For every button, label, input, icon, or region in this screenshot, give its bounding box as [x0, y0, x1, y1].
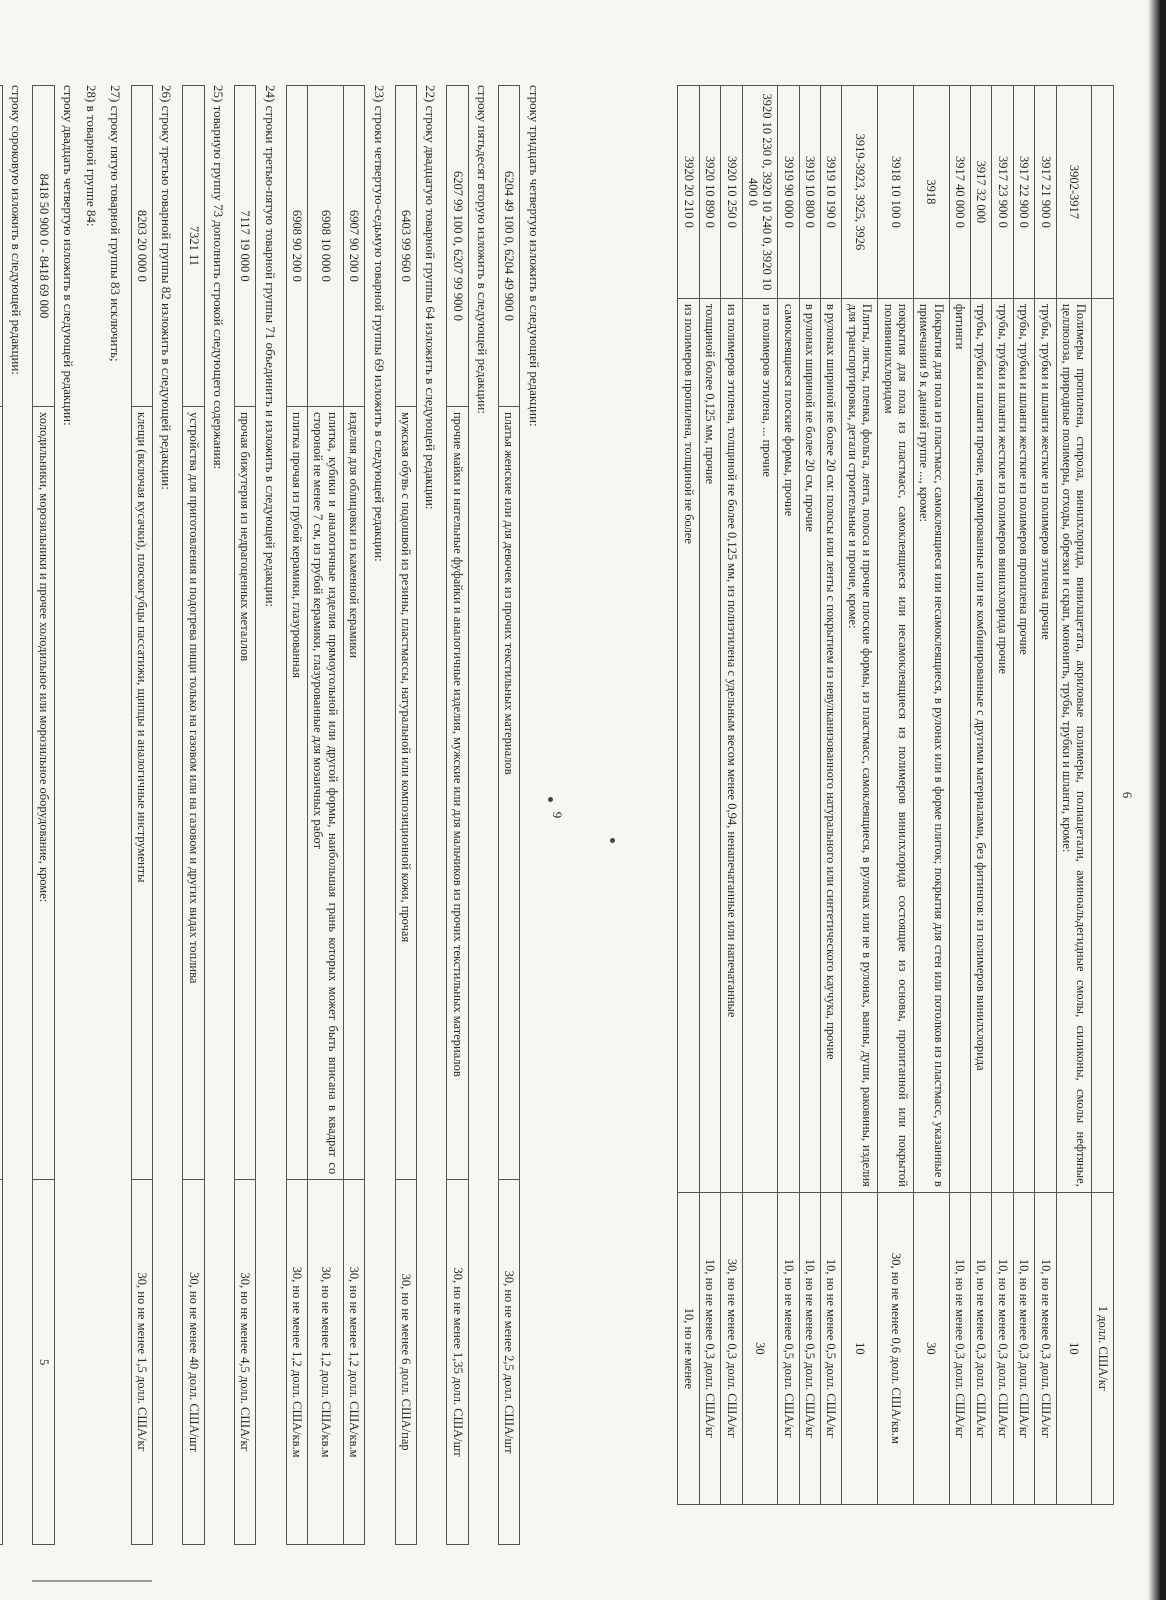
hs-code-cell: 6908 10 000 0: [308, 86, 344, 407]
table-row: [721, 86, 742, 1505]
table-row: [183, 86, 204, 1545]
description-cell: [0, 406, 2, 1179]
rate-cell: 30, но не менее 1,2 долл. США/кв.м: [286, 1180, 307, 1545]
hs-code-cell: 7117 19 000 0: [235, 86, 256, 407]
hs-code-cell: 3920 20 210 0: [678, 86, 699, 299]
tariff-table: [286, 85, 366, 1545]
table-row: [1013, 86, 1034, 1505]
rate-cell: 30: [742, 1192, 778, 1504]
rate-cell: 10, но не менее 0,5 долл. США/кг: [799, 1192, 820, 1504]
rate-cell: 30, но не менее 4,5 долл. США/кг: [235, 1180, 256, 1545]
table-row: [33, 86, 54, 1545]
hs-code-cell: 3917 21 900 0: [1035, 86, 1056, 299]
tariff-table: [131, 85, 153, 1545]
document-page-6: [677, 85, 1135, 1505]
table-row: [742, 86, 778, 1505]
hs-code-cell: 3918 10 100 0: [878, 86, 914, 299]
description-cell: клещи (включая кусачки), плоскогубцы пассатижи, щипцы и аналогичные инструменты: [131, 406, 152, 1179]
table-row: [447, 86, 468, 1545]
hs-code-cell: 3918: [913, 86, 949, 299]
table-row: [308, 86, 344, 1545]
table-row: [949, 86, 970, 1505]
tariff-table: [498, 85, 520, 1545]
hs-code-cell: 6403 99 960 0: [395, 86, 416, 407]
hs-code-cell: 3920 10 250 0: [721, 86, 742, 299]
page-number: 9: [550, 811, 565, 819]
description-cell: толщиной более 0,125 мм, прочие: [699, 298, 720, 1192]
rate-cell: 30, но не менее 1,35 долл. США/шт: [447, 1180, 468, 1545]
description-cell: из полимеров пропилена, толщиной не более: [678, 298, 699, 1192]
hs-code-cell: 8418 50 900 0 - 8418 69 000: [33, 86, 54, 407]
description-cell: в рулонах шириной не более 20 см: полосы или ленты с покрытием из невулканизованного натурального или синтетического каучука, прочие: [821, 298, 842, 1192]
description-cell: покрытия для пола из пластмасс, самоклеящиеся или несамоклеящиеся из полимеров винилхлорида состоящие из основы, пропитанной или покрытой поливинилхлоридом: [878, 298, 914, 1192]
description-cell: трубы, трубки и шланги жесткие из полимеров пропилена прочие: [1013, 298, 1034, 1192]
tariff-table: [182, 85, 204, 1545]
description-cell: самоклеящиеся плоские формы, прочие: [778, 298, 799, 1192]
document-page-9: [0, 85, 565, 1545]
rate-cell: 10, но не менее 0,3 долл. США/кг: [1013, 1192, 1034, 1504]
description-cell: прочие майки и нательные фуфайки и аналогичные изделия, мужские или для мальчиков из прочих текстильных материалов: [447, 406, 468, 1179]
tariff-table: [32, 85, 54, 1545]
rate-cell: 30, но не менее 1,2 долл. США/кв.м: [308, 1180, 344, 1545]
tariff-table: [395, 85, 417, 1545]
rate-cell: 30, но не менее 1,2 долл. США/кв.м: [343, 1180, 364, 1545]
amendment-instruction: строку тридцать четвертую изложить в следующей редакции:: [526, 85, 542, 427]
amendment-instruction: 28) в товарной группе 84:: [84, 85, 100, 227]
amendment-instruction: строку двадцать четвертую изложить в следующей редакции:: [60, 85, 76, 426]
amendment-instruction: строку сороковую изложить в следующей редакции:: [9, 85, 25, 375]
rate-cell: 5: [33, 1180, 54, 1545]
rate-cell: 30: [913, 1192, 949, 1504]
table-row: [971, 86, 992, 1505]
amendment-instruction: 26) строку третью товарной группы 82 изложить в следующей редакции:: [159, 85, 175, 490]
description-cell: Плиты, листы, пленка, фольга, лента, полоса и прочие плоские формы, из пластмасс, самоклеящиеся, в рулонах или не в рулонах, ванны, души, раковины, изделия для транспортировки, детали строительные и прочие, кроме:: [842, 298, 878, 1192]
table-row: [678, 86, 699, 1505]
scanner-edge: [1148, 0, 1166, 1600]
tariff-table: [234, 85, 256, 1545]
rate-cell: 10: [1056, 1192, 1092, 1504]
table-row: [498, 86, 519, 1545]
hs-code-cell: 3919 90 000 0: [778, 86, 799, 299]
table-row: [235, 86, 256, 1545]
amendment-instruction: 24) строки третью-пятую товарной группы 71 объединить и изложить в следующей редакции:: [262, 85, 278, 608]
hs-code-cell: 3917 22 900 0: [1013, 86, 1034, 299]
rate-cell: 10, но не менее: [678, 1192, 699, 1504]
table-row: [1056, 86, 1092, 1505]
amendment-instruction: строку пятьдесят вторую изложить в следующей редакции:: [474, 85, 490, 414]
description-cell: в рулонах шириной не более 20 см, прочие: [799, 298, 820, 1192]
table-row: [1092, 86, 1113, 1505]
rate-cell: [0, 1180, 2, 1545]
rate-cell: 30, но не менее 6 долл. США/пар: [395, 1180, 416, 1545]
table-row: [0, 86, 2, 1545]
hs-code-cell: 3902-3917: [1056, 86, 1092, 299]
description-cell: устройства для приготовления и подогрева пищи только на газовом или на газовом и других видах топлива: [183, 406, 204, 1179]
rate-cell: 10, но не менее 0,3 долл. США/кг: [949, 1192, 970, 1504]
rate-cell: 10, но не менее 0,5 долл. США/кг: [778, 1192, 799, 1504]
table-row: [913, 86, 949, 1505]
hs-code-cell: 6207 99 100 0, 6207 99 900 0: [447, 86, 468, 407]
table-row: [286, 86, 307, 1545]
rate-cell: 30, но не менее 40 долл. США/шт: [183, 1180, 204, 1545]
description-cell: плитка, кубики и аналогичные изделия прямоугольной или другой формы, наибольшая грань которых может быть вписана в квадрат со стороной не менее 7 см, из грубой керамики, глазурованные для мозаичных работ: [308, 406, 344, 1179]
scan-mark: [32, 1580, 152, 1582]
scan-dot: [610, 838, 615, 843]
rate-cell: 30, но не менее 0,6 долл. США/кв.м: [878, 1192, 914, 1504]
hs-code-cell: 3920 10 890 0: [699, 86, 720, 299]
table-row: [1035, 86, 1056, 1505]
hs-code-cell: 3919 10 190 0: [821, 86, 842, 299]
description-cell: Покрытия для пола из пластмасс, самоклеящиеся или несамоклеящиеся, в рулонах или в форме плиток; покрытия для стен или потолков из пластмасс, указанные в примечании 9 к данной группе ..., кроме:: [913, 298, 949, 1192]
amendment-instruction: 23) строки четвертую-седьмую товарной группы 69 изложить в следующей редакции:: [371, 85, 387, 562]
hs-code-cell: [0, 86, 2, 407]
hs-code-cell: 7321 11: [183, 86, 204, 407]
hs-code-cell: 3917 23 900 0: [992, 86, 1013, 299]
description-cell: из полимеров этилена, толщиной не более 0,125 мм, из полиэтилена с удельным весом менее 0,94, ненапечатанные или напечатанные: [721, 298, 742, 1192]
table-row: [842, 86, 878, 1505]
rate-cell: 30, но не менее 1,5 долл. США/кг: [131, 1180, 152, 1545]
table-row: [878, 86, 914, 1505]
table-row: [778, 86, 799, 1505]
rate-cell: 1 долл. США/кг: [1092, 1192, 1113, 1504]
description-cell: прочая бижутерия из недрагоценных металлов: [235, 406, 256, 1179]
amendment-instruction: 25) товарную группу 73 дополнить строкой следующего содержания:: [211, 85, 227, 470]
table-row: [821, 86, 842, 1505]
description-cell: холодильники, морозильники и прочее холодильное или морозильное оборудование, кроме:: [33, 406, 54, 1179]
description-cell: трубы, трубки и шланги жесткие из полимеров винилхлорида прочие: [992, 298, 1013, 1192]
hs-code-cell: 3917 40 000 0: [949, 86, 970, 299]
hs-code-cell: 3919-3923, 3925, 3926: [842, 86, 878, 299]
hs-code-cell: 6908 90 200 0: [286, 86, 307, 407]
description-cell: трубы, трубки и шланги жесткие из полимеров этилена прочие: [1035, 298, 1056, 1192]
rate-cell: 30, но не менее 0,3 долл. США/кг: [721, 1192, 742, 1504]
rate-cell: 10, но не менее 0,5 долл. США/кг: [821, 1192, 842, 1504]
table-row: [131, 86, 152, 1545]
tariff-table: [677, 85, 1113, 1505]
rate-cell: 30, но не менее 2,5 долл. США/шт: [498, 1180, 519, 1545]
description-cell: платья женские или для девочек из прочих текстильных материалов: [498, 406, 519, 1179]
description-cell: Полимеры пропилена, стирола, винилхлорида, винилацетата, акриловые полимеры, полиацетали, аминоальдегидные смолы, силиконы, смолы нефтяные, целлюлоза, природные полимеры, отходы, обрезки и скрап, мононить, трубы, трубки и шланги, кроме:: [1056, 298, 1092, 1192]
tariff-table: [446, 85, 468, 1545]
table-row: [799, 86, 820, 1505]
description-cell: трубы, трубки и шланги прочие, неармированные или не комбинированные с другими материалами, без фитингов: из полимеров винилхлорида: [971, 298, 992, 1192]
rate-cell: 10, но не менее 0,3 долл. США/кг: [699, 1192, 720, 1504]
hs-code-cell: 3919 10 800 0: [799, 86, 820, 299]
rate-cell: 10, но не менее 0,3 долл. США/кг: [992, 1192, 1013, 1504]
description-cell: фитинги: [949, 298, 970, 1192]
hs-code-cell: 3920 10 230 0, 3920 10 240 0, 3920 10 400 0: [742, 86, 778, 299]
description-cell: плитка прочая из грубой керамики, глазурованная: [286, 406, 307, 1179]
table-row: [699, 86, 720, 1505]
hs-code-cell: 6907 90 200 0: [343, 86, 364, 407]
rate-cell: 10, но не менее 0,3 долл. США/кг: [1035, 1192, 1056, 1504]
description-cell: из полимеров этилена, ... прочие: [742, 298, 778, 1192]
hs-code-cell: 8203 20 000 0: [131, 86, 152, 407]
rate-cell: 10, но не менее 0,3 долл. США/кг: [971, 1192, 992, 1504]
table-row: [992, 86, 1013, 1505]
amendment-instruction: 27) строку пятую товарной группы 83 исключить;: [107, 85, 123, 362]
amendment-instruction: 22) строку двадцатую товарной группы 64 изложить в следующей редакции:: [423, 85, 439, 510]
page-number: 6: [1120, 791, 1135, 799]
tariff-table: [0, 85, 3, 1545]
description-cell: мужская обувь с подошвой из резины, пластмассы, натуральной или композиционной кожи, прочая: [395, 406, 416, 1179]
rate-cell: 10: [842, 1192, 878, 1504]
hs-code-cell: 3917 32 000: [971, 86, 992, 299]
description-cell: изделия для облицовки из каменной керамики: [343, 406, 364, 1179]
table-row: [395, 86, 416, 1545]
table-row: [343, 86, 364, 1545]
hs-code-cell: 6204 49 100 0, 6204 49 900 0: [498, 86, 519, 407]
